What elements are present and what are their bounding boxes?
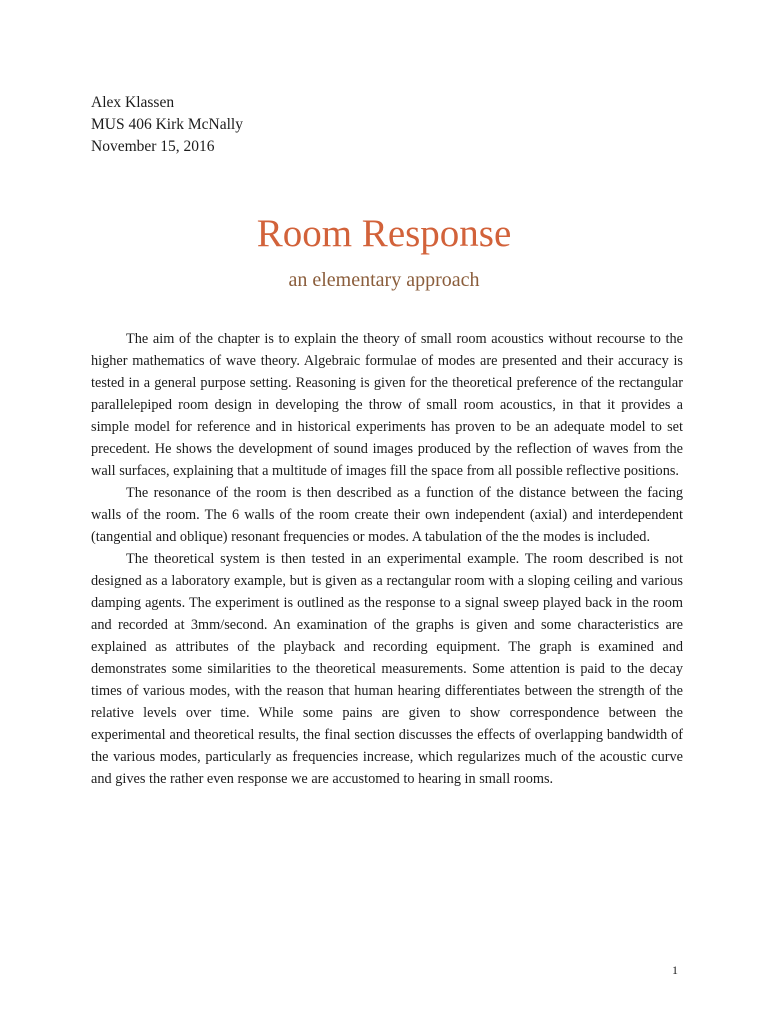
- document-subtitle: an elementary approach: [288, 269, 480, 291]
- author-name: Alex Klassen: [91, 94, 175, 111]
- paragraph: The aim of the chapter is to explain the theory of small room acoustics without recourse to the higher mathematics of wave theory. Algebraic formulae of modes are presented and their accuracy is tested in a general purpose setting. Reasoning is given for the theoretical preference of the rectangular parallelepiped room design in developing the throw of small room acoustics, in that it provides a simple model for reference and in historical experiments has proven to be an adequate model to set precedent. He shows the development of sound images produced by the reflection of waves from the wall surfaces, explaining that a multitude of images fill the space from all possible reflective positions.: [91, 331, 683, 479]
- page-number: 1: [672, 963, 678, 977]
- paragraph: The theoretical system is then tested in an experimental example. The room described is not designed as a laboratory example, but is given as a rectangular room with a sloping ceiling and various damping agents. The experiment is outlined as the response to a signal sweep played back in the room and recorded at 3mm/second. An examination of the graphs is given and some characteristics are explained as attributes of the playback and recording equipment. The graph is examined and demonstrates some similarities to the theoretical measurements. Some attention is paid to the decay times of various modes, with the reason that human hearing differentiates between the strength of the relative levels over time. While some pains are given to show correspondence between the experimental and theoretical results, the final section discusses the effects of overlapping bandwidth of the various modes, particularly as frequencies increase, which regularizes much of the acoustic curve and gives the rather even response we are accustomed to hearing in small rooms.: [91, 551, 683, 787]
- document-header: [91, 92, 243, 158]
- course-info: MUS 406 Kirk McNally: [91, 116, 243, 133]
- body-text: [91, 328, 683, 790]
- paragraph: The resonance of the room is then described as a function of the distance between the facing walls of the room. The 6 walls of the room create their own independent (axial) and interdependent (tangential and oblique) resonant frequencies or modes. A tabulation of the the modes is included.: [91, 485, 683, 545]
- document-title: Room Response: [256, 212, 512, 255]
- document-date: November 15, 2016: [91, 138, 215, 155]
